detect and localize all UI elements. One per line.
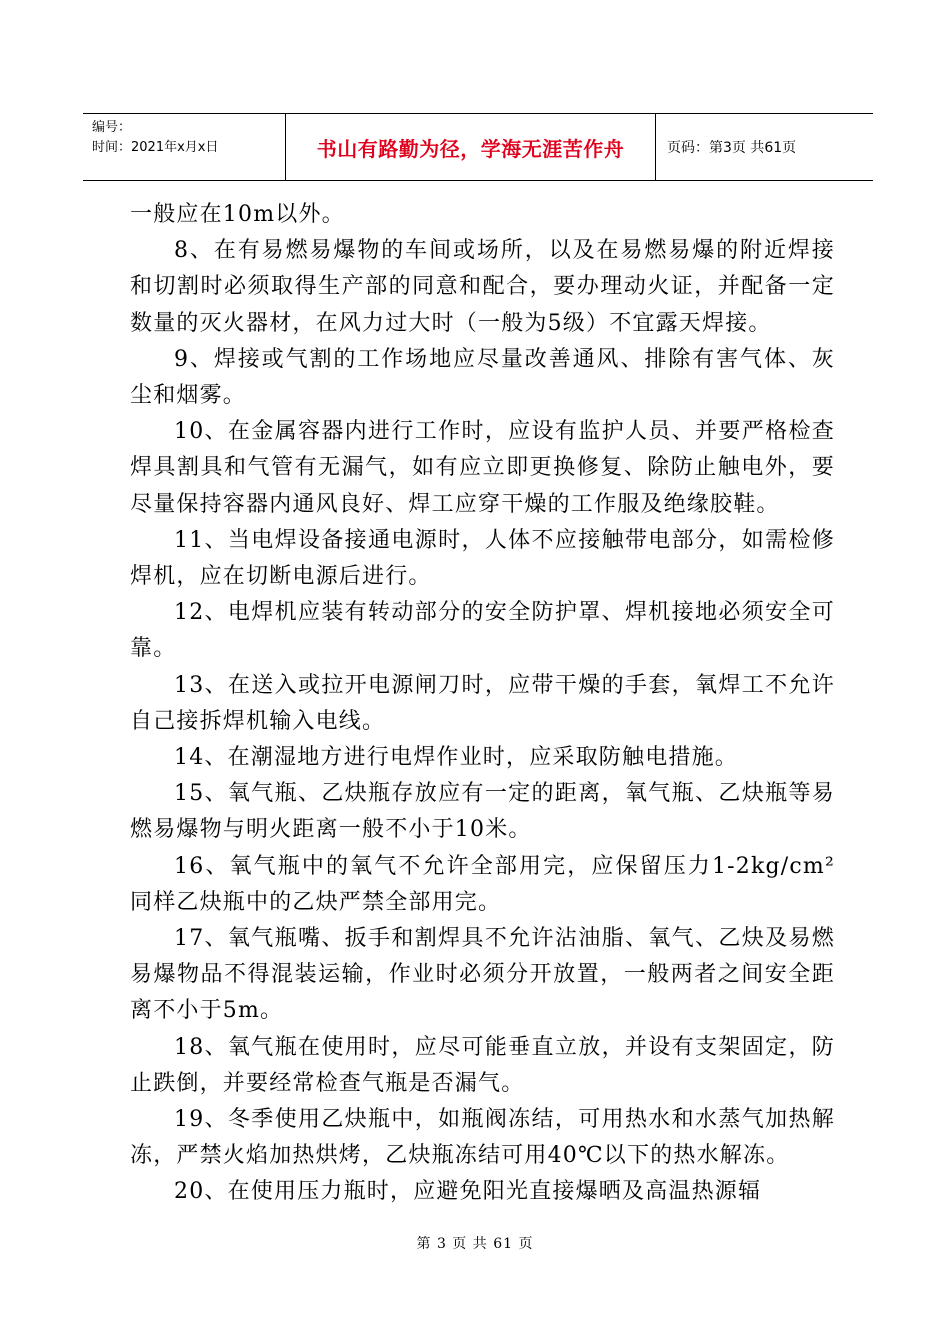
page-header <box>83 113 873 181</box>
paragraph-item-15: 15、氧气瓶、乙炔瓶存放应有一定的距离，氧气瓶、乙炔瓶等易燃易爆物与明火距离一般不小于10米。 <box>130 781 835 843</box>
paragraph-item-12: 12、电焊机应装有转动部分的安全防护罩、焊机接地必须安全可靠。 <box>130 600 835 662</box>
paragraph-continuation: 一般应在10m以外。 <box>130 202 345 227</box>
page-footer: 第 3 页 共 61 页 <box>416 1236 534 1252</box>
header-motto: 书山有路勤为径，学海无涯苦作舟 <box>286 114 656 180</box>
paragraph-item-14: 14、在潮湿地方进行电焊作业时，应采取防触电措施。 <box>174 745 738 771</box>
paragraph-item-16: 16、氧气瓶中的氧气不允许全部用完，应保留压力1-2kg/cm²同样乙炔瓶中的乙炔严禁全部用完。 <box>130 853 835 915</box>
paragraph-item-11: 11、当电焊设备接通电源时，人体不应接触带电部分，如需检修焊机，应在切断电源后进行。 <box>130 527 835 590</box>
paragraph-item-13: 13、在送入或拉开电源闸刀时，应带干燥的手套，氧焊工不允许自己接拆焊机输入电线。 <box>130 672 835 734</box>
paragraph-item-18: 18、氧气瓶在使用时，应尽可能垂直立放，并设有支架固定，防止跌倒，并要经常检查气瓶是否漏气。 <box>130 1034 835 1096</box>
header-meta <box>83 114 286 180</box>
paragraph-item-9: 9、焊接或气割的工作场地应尽量改善通风、排除有害气体、灰尘和烟雾。 <box>130 346 835 409</box>
header-page-info: 页码：第3页 共61页 <box>667 140 797 156</box>
header-number-label: 编号： <box>92 120 132 135</box>
document-body <box>130 197 835 1211</box>
header-time-label: 时间：2021年x月x日 <box>92 140 219 155</box>
paragraph-item-8: 8、在有易燃易爆物的车间或场所，以及在易燃易爆的附近焊接和切割时必须取得生产部的同意和配合，要办理动火证，并配备一定数量的灭火器材，在风力过大时（一般为5级）不宜露天焊接。 <box>130 238 835 336</box>
paragraph-item-19: 19、冬季使用乙炔瓶中，如瓶阀冻结，可用热水和水蒸气加热解冻，严禁火焰加热烘烤，乙炔瓶冻结可用40℃以下的热水解冻。 <box>130 1107 835 1169</box>
paragraph-item-17: 17、氧气瓶嘴、扳手和割焊具不允许沾油脂、氧气、乙炔及易燃易爆物品不得混装运输，作业时必须分开放置，一般两者之间安全距离不小于5m。 <box>130 926 835 1024</box>
paragraph-item-20: 20、在使用压力瓶时，应避免阳光直接爆晒及高温热源辐 <box>174 1179 762 1205</box>
paragraph-item-10: 10、在金属容器内进行工作时，应设有监护人员、并要严格检查焊具割具和气管有无漏气，如有应立即更换修复、除防止触电外，要尽量保持容器内通风良好、焊工应穿干燥的工作服及绝缘胶鞋。 <box>130 419 835 517</box>
